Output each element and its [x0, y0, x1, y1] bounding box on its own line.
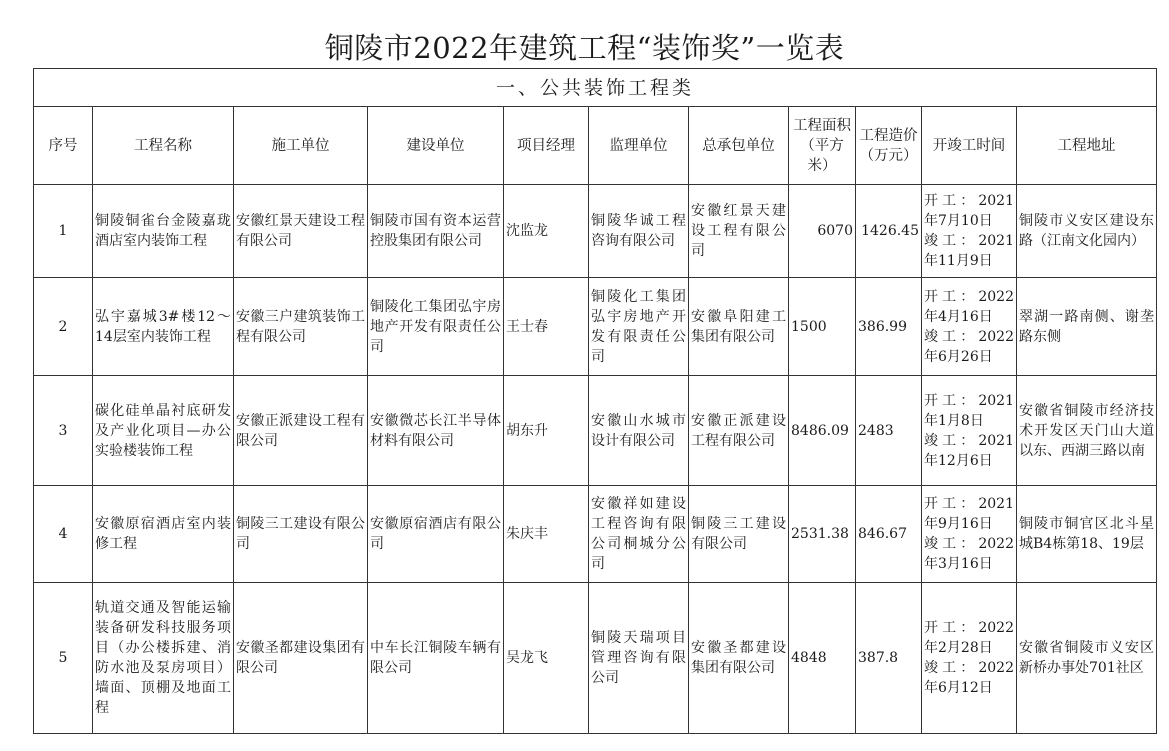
cell-manager: 胡东升: [504, 376, 589, 486]
start-date: 开工：2021年1月8日: [924, 392, 1014, 429]
cell-area: 1500: [789, 278, 856, 376]
cell-supervisor: 铜陵化工集团弘宇房地产开发有限责任公司: [589, 278, 689, 376]
start-date: 开工：2022年4月16日: [924, 288, 1014, 325]
cell-name: 碳化硅单晶衬底研发及产业化项目—办公实验楼装饰工程: [93, 376, 234, 486]
cell-address: 铜陵市铜官区北斗星城B4栋第18、19层: [1017, 486, 1157, 583]
section-title: 一、公共装饰工程类: [34, 69, 1157, 107]
header-cell: 施工单位: [234, 107, 368, 185]
cell-contractor: 安徽正派建设工程有限公司: [234, 376, 368, 486]
end-date: 竣工：2022年3月16日: [924, 536, 1014, 572]
cell-dates: [922, 486, 1017, 583]
cell-no: 3: [34, 376, 93, 486]
table-row: [34, 583, 1157, 734]
end-date: 竣工：2021年11月9日: [924, 233, 1014, 269]
cell-cost: 386.99: [856, 278, 922, 376]
cell-supervisor: 铜陵天瑞项目管理咨询有限公司: [589, 583, 689, 734]
header-cell: 工程地址: [1017, 107, 1157, 185]
cell-contractor: 安徽三户建筑装饰工程有限公司: [234, 278, 368, 376]
header-cell: 工程造价（万元）: [856, 107, 922, 185]
cell-dates: [922, 185, 1017, 278]
cell-owner: 安徽原宿酒店有限公司: [368, 486, 504, 583]
cell-general: 安徽正派建设工程有限公司: [689, 376, 789, 486]
award-table: [33, 68, 1157, 734]
header-cell: 总承包单位: [689, 107, 789, 185]
cell-name: 轨道交通及智能运输装备研发科技服务项目（办公楼拆建、消防水池及泵房项目）墙面、顶棚及地面工程: [93, 583, 234, 734]
cell-address: 安徽省铜陵市义安区新桥办事处701社区: [1017, 583, 1157, 734]
header-cell: 项目经理: [504, 107, 589, 185]
cell-owner: 铜陵化工集团弘宇房地产开发有限责任公司: [368, 278, 504, 376]
cell-owner: 中车长江铜陵车辆有限公司: [368, 583, 504, 734]
table-row: [34, 185, 1157, 278]
header-cell: 工程面积（平方米）: [789, 107, 856, 185]
cell-no: 5: [34, 583, 93, 734]
cell-manager: 沈监龙: [504, 185, 589, 278]
start-date: 开工：2022年2月28日: [924, 620, 1014, 656]
start-date: 开工：2021年7月10日: [924, 193, 1014, 229]
header-row: [34, 107, 1157, 185]
cell-manager: 吴龙飞: [504, 583, 589, 734]
cell-no: 4: [34, 486, 93, 583]
end-date: 竣工：2022年6月12日: [924, 660, 1014, 696]
cell-manager: 朱庆丰: [504, 486, 589, 583]
cell-address: 安徽省铜陵市经济技术开发区天门山大道以东、西湖三路以南: [1017, 376, 1157, 486]
cell-owner: 铜陵市国有资本运营控股集团有限公司: [368, 185, 504, 278]
cell-area: 2531.38: [789, 486, 856, 583]
cell-cost: 1426.45: [856, 185, 922, 278]
cell-dates: [922, 278, 1017, 376]
table-row: [34, 486, 1157, 583]
cell-dates: [922, 376, 1017, 486]
cell-area: 6070: [789, 185, 856, 278]
header-cell: 建设单位: [368, 107, 504, 185]
page-title: 铜陵市2022年建筑工程“装饰奖”一览表: [324, 31, 845, 65]
cell-supervisor: 安徽山水城市设计有限公司: [589, 376, 689, 486]
cell-general: 安徽红景天建设工程有限公司: [689, 185, 789, 278]
cell-cost: 2483: [856, 376, 922, 486]
cell-supervisor: 安徽祥如建设工程咨询有限公司桐城分公司: [589, 486, 689, 583]
cell-contractor: 安徽红景天建设工程有限公司: [234, 185, 368, 278]
cell-area: 4848: [789, 583, 856, 734]
cell-no: 2: [34, 278, 93, 376]
cell-cost: 846.67: [856, 486, 922, 583]
header-cell: 监理单位: [589, 107, 689, 185]
end-date: 竣工：2022年6月26日: [924, 328, 1014, 365]
cell-supervisor: 铜陵华诚工程咨询有限公司: [589, 185, 689, 278]
cell-name: 铜陵铜雀台金陵嘉珑酒店室内装饰工程: [93, 185, 234, 278]
cell-general: 铜陵三工建设有限公司: [689, 486, 789, 583]
cell-general: 安徽阜阳建工集团有限公司: [689, 278, 789, 376]
cell-address: 铜陵市义安区建设东路（江南文化园内）: [1017, 185, 1157, 278]
cell-cost: 387.8: [856, 583, 922, 734]
cell-name: 弘宇嘉城3#楼12～14层室内装饰工程: [93, 278, 234, 376]
cell-name: 安徽原宿酒店室内装修工程: [93, 486, 234, 583]
cell-dates: [922, 583, 1017, 734]
header-cell: 开竣工时间: [922, 107, 1017, 185]
table-row: [34, 278, 1157, 376]
header-cell: 工程名称: [93, 107, 234, 185]
cell-contractor: 安徽圣都建设集团有限公司: [234, 583, 368, 734]
cell-manager: 王士春: [504, 278, 589, 376]
cell-contractor: 铜陵三工建设有限公司: [234, 486, 368, 583]
cell-general: 安徽圣都建设集团有限公司: [689, 583, 789, 734]
cell-no: 1: [34, 185, 93, 278]
cell-address: 翠湖一路南侧、谢垄路东侧: [1017, 278, 1157, 376]
end-date: 竣工：2021年12月6日: [924, 432, 1014, 469]
cell-area: 8486.09: [789, 376, 856, 486]
cell-owner: 安徽微芯长江半导体材料有限公司: [368, 376, 504, 486]
start-date: 开工：2021年9月16日: [924, 496, 1014, 532]
header-cell: 序号: [34, 107, 93, 185]
table-row: [34, 376, 1157, 486]
